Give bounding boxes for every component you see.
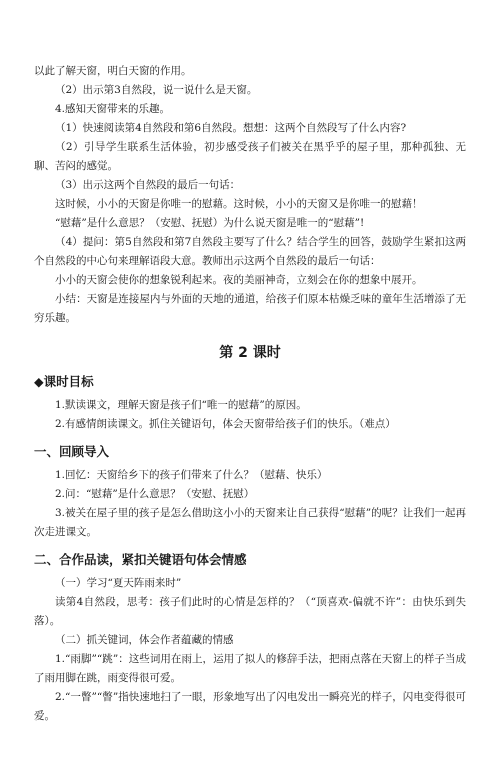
subsection-title: （一）学习“夏天阵雨来时” xyxy=(55,577,182,589)
subsection-title: （二）抓关键词，体会作者蕴藏的情感 xyxy=(55,634,234,646)
paragraph-show-last-sentence: （3）出示这两个自然段的最后一句话： xyxy=(55,179,241,191)
section-heading-review: 一、回顾导入 xyxy=(34,444,110,459)
quote-only-comfort: 这时候，小小的天窗是你唯一的慰藉。这时候，小小的天窗又是你唯一的慰藉！ xyxy=(55,198,423,210)
goal-item: 2.有感情朗读课文。抓住关键语句，体会天窗带给孩子们的快乐。（难点） xyxy=(55,418,396,430)
paragraph-summary: 小结：天窗是连接屋内与外面的天地的通道，给孩子们原本枯燥乏味的童年生活增添了无穷乐趣。 xyxy=(34,293,466,324)
paragraph-question-para5-7: （4）提问：第5自然段和第7自然段主要写了什么？结合学生的回答，鼓励学生紧扣这两个自然段的中心句来理解语段大意。教师出示这两个自然段的最后一句话： xyxy=(34,236,466,267)
quote-imagination: 小小的天窗会使你的想象锐利起来。夜的美丽神奇，立刻会在你的想象中展开。 xyxy=(55,274,423,286)
paragraph-read-para4-6: （1）快速阅读第4自然段和第6自然段。想想：这两个自然段写了什么内容? xyxy=(55,122,407,134)
list-item: 1.回忆：天窗给乡下的孩子们带来了什么？（慰藉、快乐） xyxy=(55,469,328,481)
paragraph-meaning-comfort: “慰藉”是什么意思？（安慰、抚慰）为什么说天窗是唯一的“慰藉”! xyxy=(55,217,365,229)
paragraph-show-para3: （2）出示第3自然段，说一说什么是天窗。 xyxy=(55,84,258,96)
list-item: 3.被关在屋子里的孩子是怎么借助这小小的天窗来让自己获得“慰藉”的呢？让我们一起再次走进课文。 xyxy=(34,507,466,538)
goal-item: 1.默读课文，理解天窗是孩子们“唯一的慰藉”的原因。 xyxy=(55,399,307,411)
paragraph-read-para4: 读第4自然段，思考：孩子们此时的心情是怎样的？（“顶喜欢-偏就不许”：由快乐到失落）。 xyxy=(34,596,466,627)
paragraph-continuation: 以此了解天窗，明白天窗的作用。 xyxy=(34,65,192,77)
list-item: 1.“雨脚”“跳”：这些词用在雨上，运用了拟人的修辞手法，把雨点落在天窗上的样子当成了雨用脚在跳，雨变得很可爱。 xyxy=(34,653,466,684)
paragraph-guide-students: （2）引导学生联系生活体验，初步感受孩子们被关在黑乎乎的屋子里，那种孤独、无聊、苦闷的感觉。 xyxy=(34,141,466,172)
list-item: 2.问：“慰藉”是什么意思？（安慰、抚慰） xyxy=(55,488,255,500)
section-heading-reading: 二、合作品读，紧扣关键语句体会情感 xyxy=(34,552,247,567)
goals-heading: ◆课时目标 xyxy=(34,374,94,389)
document-page xyxy=(0,62,500,769)
paragraph-step4: 4.感知天窗带来的乐趣。 xyxy=(55,103,171,115)
list-item: 2.“一瞥”“瞥”指快速地扫了一眼，形象地写出了闪电发出一瞬亮光的样子，闪电变得很可爱。 xyxy=(34,691,466,722)
lesson-title: 第 2 课时 xyxy=(219,345,281,361)
